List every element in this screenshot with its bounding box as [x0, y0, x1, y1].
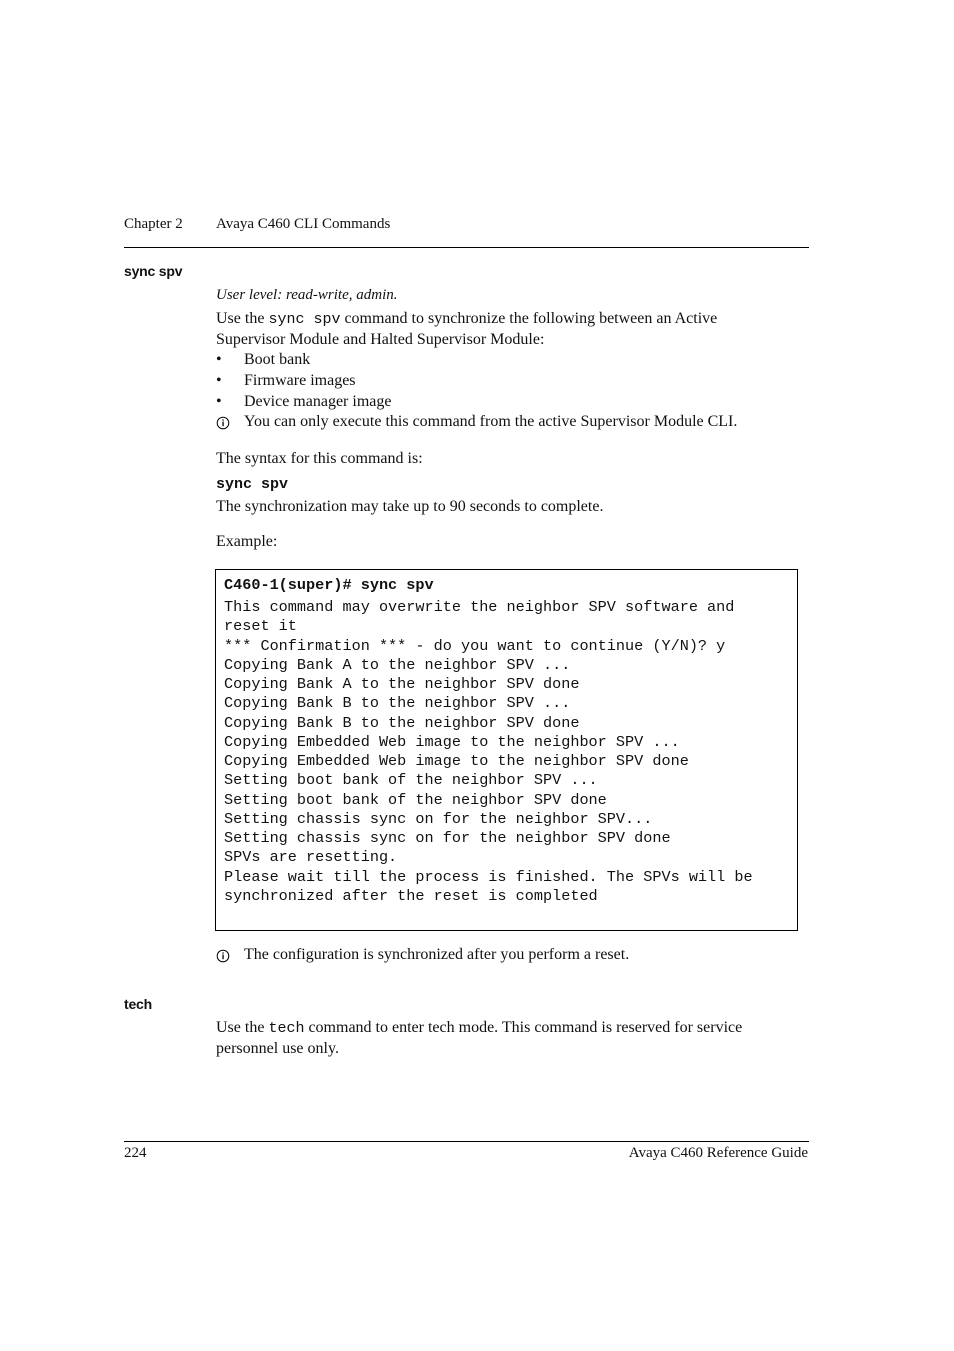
code-line: Setting boot bank of the neighbor SPV done [224, 791, 607, 809]
intro-pre: Use the [216, 310, 269, 327]
intro-post-2: Supervisor Module and Halted Supervisor Module: [216, 331, 545, 348]
header-rule [124, 247, 809, 248]
syntax-command: sync spv [216, 476, 289, 493]
code-line: Setting chassis sync on for the neighbor SPV done [224, 829, 671, 847]
note-active-supervisor: You can only execute this command from the active Supervisor Module CLI. [244, 413, 738, 430]
intro-post-1: command to synchronize the following between an Active [340, 310, 718, 327]
sync-time-note: The synchronization may take up to 90 seconds to complete. [216, 498, 604, 515]
list-item: Firmware images [244, 372, 356, 389]
bullet-marker: • [216, 393, 222, 410]
header-chapter: Chapter 2 [124, 216, 183, 232]
note-configuration-reset: The configuration is synchronized after you perform a reset. [244, 946, 630, 963]
user-level: User level: read-write, admin. [216, 287, 398, 303]
code-line: Setting chassis sync on for the neighbor SPV... [224, 810, 653, 828]
list-item: Device manager image [244, 393, 392, 410]
code-line: SPVs are resetting. [224, 848, 398, 866]
syntax-intro: The syntax for this command is: [216, 450, 423, 467]
code-line: Please wait till the process is finished. The SPVs will be [224, 868, 753, 886]
footer-rule [124, 1141, 809, 1142]
example-label: Example: [216, 533, 278, 550]
intro-code: sync spv [268, 311, 341, 328]
code-line: Copying Embedded Web image to the neighbor SPV done [224, 752, 689, 770]
code-line: C460-1(super)# sync spv [224, 576, 434, 594]
code-line: *** Confirmation *** - do you want to continue (Y/N)? y [224, 637, 726, 655]
code-line: Copying Embedded Web image to the neighbor SPV ... [224, 733, 680, 751]
page-number: 224 [124, 1145, 147, 1161]
code-line: Copying Bank B to the neighbor SPV ... [224, 694, 571, 712]
bullet-marker: • [216, 372, 222, 389]
code-line: Setting boot bank of the neighbor SPV ... [224, 771, 598, 789]
code-line: Copying Bank A to the neighbor SPV done [224, 675, 580, 693]
tech-code: tech [268, 1020, 305, 1037]
code-line: reset it [224, 617, 297, 635]
code-line: Copying Bank A to the neighbor SPV ... [224, 656, 571, 674]
tech-paragraph [216, 1018, 806, 1059]
code-line: Copying Bank B to the neighbor SPV done [224, 714, 580, 732]
header-title: Avaya C460 CLI Commands [216, 216, 391, 232]
section-heading-sync-spv: sync spv [124, 263, 183, 279]
tech-post-1: command to enter tech mode. This command is reserved for service [304, 1019, 743, 1036]
code-line: This command may overwrite the neighbor SPV software and [224, 598, 735, 616]
list-item: Boot bank [244, 351, 311, 368]
code-line: synchronized after the reset is completed [224, 887, 598, 905]
footer-guide-title: Avaya C460 Reference Guide [628, 1145, 808, 1161]
section-heading-tech: tech [124, 996, 152, 1012]
bullet-marker: • [216, 351, 222, 368]
info-icon [216, 416, 230, 430]
tech-post-2: personnel use only. [216, 1040, 339, 1057]
tech-pre: Use the [216, 1019, 269, 1036]
intro-paragraph [216, 309, 806, 350]
info-icon [216, 949, 230, 963]
